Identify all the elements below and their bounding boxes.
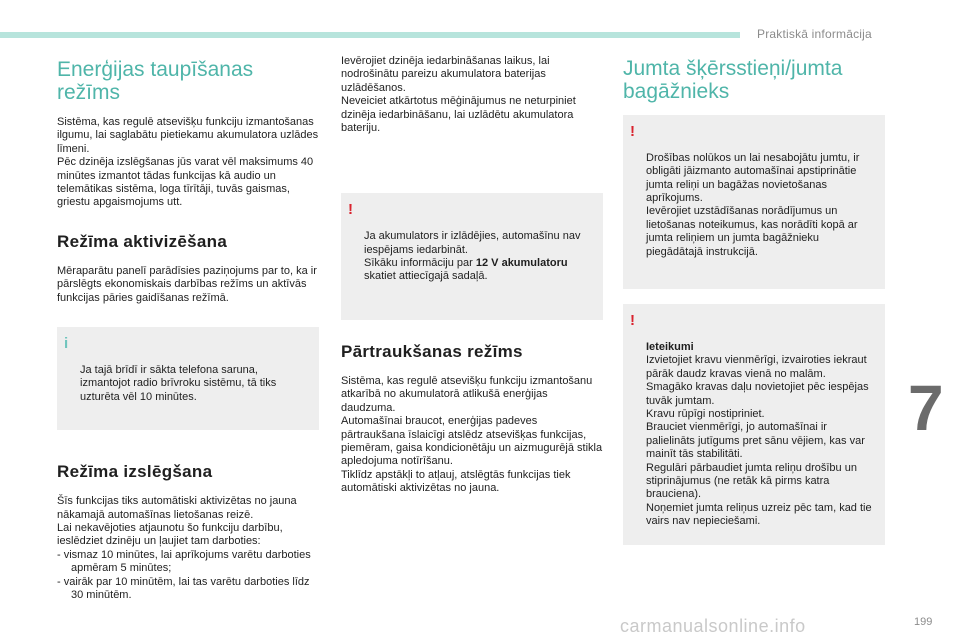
column-energy-saving: [57, 52, 319, 602]
exit-text: Šīs funkcijas tiks automātiski aktivizētas no jauna nākamajā automašīnas lietošanas reizē. Lai nekavējoties atjaunotu šo funkciju darbību, ieslēdziet dzinēju un ļaujiet tam darboties:: [57, 495, 297, 548]
tips-title: Ieteikumi: [646, 340, 694, 353]
warning-box-roof-text: Drošības nolūkos un lai nesabojātu jumtu, ir obligāti jāizmanto automašīnai apstiprinātie jumta reliņi un bagāžas novietošanas aprīkojums. Ievērojiet uzstādīšanas norādījumus un lietošanas noteikumus, kas norādīti kopā ar jumta reliņiem un jumta bagāžnieku piegādātajā instrukcijā.: [646, 151, 860, 258]
energy-saving-intro: Sistēma, kas regulē atsevišķu funkciju izmantošanas ilgumu, lai saglabātu pietiekamu akumulatora uzlādes līmeni. Pēc dzinēja izslēgšanas jūs varat vēl maksimums 40 minūtes izmantot tādas funkcijas kā audio un telemātikas sistēma, loga tīrītāji, tuvās gaismas, griestu apgaismojums utt.: [57, 116, 319, 209]
exit-item-2: - vairāk par 10 minūtēm, lai tas varētu darboties līdz 30 minūtēm.: [57, 575, 310, 601]
warning-box-battery-bold: 12 V akumulatoru: [475, 257, 568, 270]
header-accent-bar: [0, 32, 740, 38]
warning-box-battery-pre: Ja akumulators ir izlādējies, automašīnu nav iespējams iedarbināt. Sīkāku informāciju par: [364, 230, 581, 270]
watermark: carmanualsonline.info: [620, 616, 806, 636]
info-icon: i: [64, 335, 69, 353]
column-battery: [341, 55, 603, 496]
exit-item-1: - vismaz 10 minūtes, lai aprīkojums varētu darboties apmēram 5 minūtes;: [57, 548, 311, 575]
interrupt-text: Sistēma, kas regulē atsevišķu funkciju izmantošanu atkarībā no akumulatorā atlikušā enerģijas daudzuma. Automašīnai braucot, enerģijas padeves pārtraukšana īslaicīgi atslēdz atsevišķas funkcijas, piemēram, gaisa kondicionētāju un aizmugurējā stikla apledojuma notīrīšanu. Tiklīdz apstākļi to atļauj, atslēgtās funkcijas tiek automātiski aktivizētas no jauna.: [341, 374, 603, 495]
chapter-number: 7: [908, 372, 944, 444]
warning-box-roof: [623, 115, 885, 289]
interrupt-title: Pārtraukšanas režīms: [341, 341, 523, 361]
exit-title: Režīma izslēgšana: [57, 462, 213, 482]
column-roof-bars: [623, 52, 885, 545]
warning-box-battery: [341, 193, 603, 319]
warning-box-battery-post: skatiet attiecīgajā sadaļā.: [364, 270, 488, 283]
info-box-text: Ja tajā brīdī ir sākta telefona saruna, izmantojot radio brīvroku sistēmu, tā tiks uzturēta vēl 10 minūtes.: [80, 363, 277, 403]
roof-bars-title: Jumta šķērsstieņi/jumta bagāžnieks: [623, 57, 843, 103]
section-header: Praktiskā informācija: [757, 27, 872, 41]
activation-title: Režīma aktivizēšana: [57, 231, 228, 251]
activation-text: Mēraparātu panelī parādīsies paziņojums par to, ka ir pārslēgts ekonomiskais darbības režīms un aktīvās funkcijas pāries gaidīšanas režīmā.: [57, 264, 317, 304]
warning-icon: !: [630, 312, 635, 330]
energy-saving-title: Enerģijas taupīšanas režīms: [57, 58, 254, 104]
warning-icon: !: [348, 201, 353, 219]
battery-text: Ievērojiet dzinēja iedarbināšanas laikus, lai nodrošinātu pareizu akumulatora baterijas uzlādēšanos. Neveiciet atkārtotus mēģinājumus ne neturpiniet dzinēja iedarbināšanu, lai uzlādētu akumulatora bateriju.: [341, 55, 576, 135]
info-box-phone-call: [57, 327, 319, 430]
warning-icon: !: [630, 123, 635, 140]
tips-text: Izvietojiet kravu vienmērīgi, izvairoties iekraut pārāk daudz kravas vienā no malām. Smagāko kravas daļu novietojiet pēc iespējas tuvāk jumtam. Kravu rūpīgi nostipriniet. Brauciet vienmērīgi, jo automašīnai ir palielināts jutīgums pret sānu vējiem, kas var mainīt tās stabilitāti. Regulāri pārbaudiet jumta reliņu drošību un stiprinājumus (ne retāk kā pirms katra brauciena). Noņemiet jumta reliņus uzreiz pēc tam, kad tie vairs nav nepieciešami.: [646, 354, 872, 528]
warning-box-tips: [623, 304, 885, 545]
page-number: 199: [914, 616, 933, 628]
